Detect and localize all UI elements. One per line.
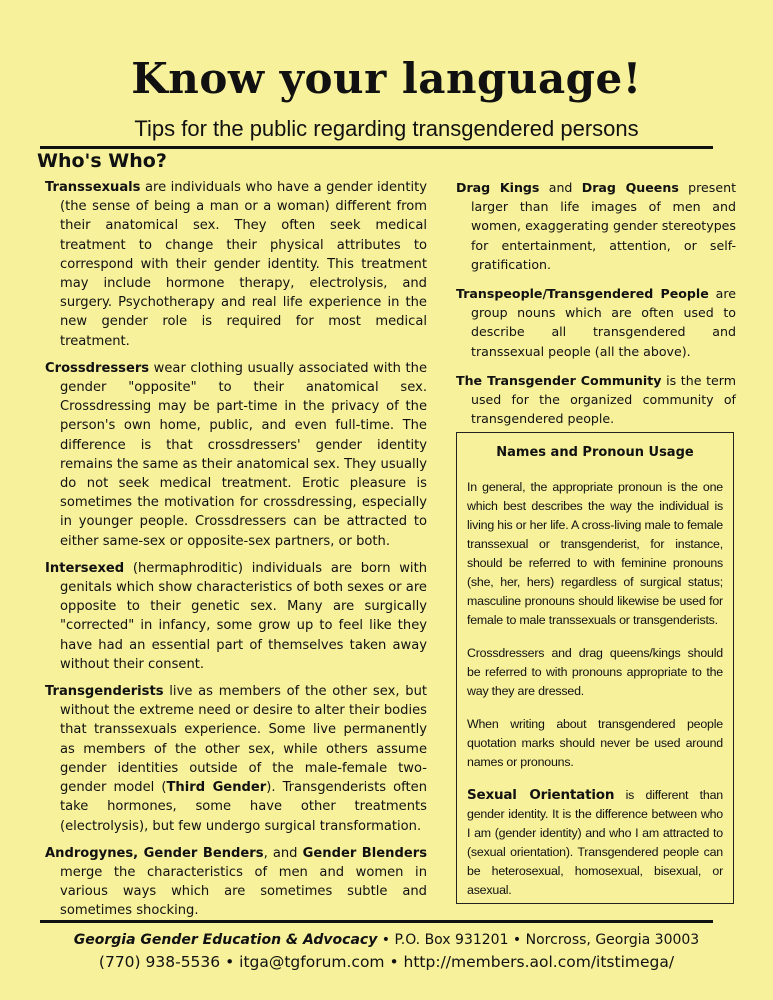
entry-text: , and [263,845,303,861]
entry-transgenderists [45,682,427,836]
org-name: Georgia Gender Education & Advocacy [73,932,378,948]
box-paragraph-quotation: When writing about transgendered people quotation marks should never be used around names or pronouns. [467,717,723,769]
entry-text: ). Transgenderists often take hormones, some have other treatments (electrolysis), but few undergo surgical transformation. [60,780,428,834]
right-column [456,178,736,438]
entry-text: present larger than life images of men and women, exaggerating gender stereotypes for entertainment, attention, or self-gratification. [471,180,737,272]
entry-text: (hermaphroditic) individuals are born with genitals which show characteristics of both sexes or are opposite to their genetic sex. Many are surgically "corrected" in infancy, some grow up to feel like they have had an essential part of themselves taken away without their consent. [60,560,427,672]
term-sexual-orientation: Sexual Orientation [467,787,615,803]
term-gender-blenders: Gender Blenders [302,845,427,861]
footer-address: • P.O. Box 931201 • Norcross, Georgia 30003 [377,932,700,948]
page-subtitle: Tips for the public regarding transgendered persons [134,116,639,141]
term-third-gender: Third Gender [166,780,267,796]
entry-text: are group nouns which are often used to describe all transgendered and transsexual people (all the above). [471,286,736,359]
term-androgynes: Androgynes, Gender Benders [45,845,264,861]
pronoun-usage-box [456,432,734,904]
term-intersexed: Intersexed [45,560,125,576]
term-transsexuals: Transsexuals [45,180,141,195]
box-paragraph-orientation [467,786,723,900]
entry-crossdressers [45,359,427,551]
entry-transsexuals [45,178,427,351]
entry-text: is the term used for the organized community of transgendered people. [471,372,736,427]
header-rule [40,146,713,149]
box-text: is different than gender identity. It is the difference between who I am (gender identity) and who I am attracted to (sexual orientation). Transgendered people can be heterosexual, homosexual, bisexual, or asexual. [467,788,723,897]
term-crossdressers: Crossdressers [45,360,150,376]
entry-androgynes [45,844,427,921]
footer-contact-line: (770) 938-5536 • itga@tgforum.com • http://members.aol.com/itstimega/ [98,953,675,971]
footer-rule [40,920,713,923]
section-heading-whos-who: Who's Who? [37,150,167,172]
box-title: Names and Pronoun Usage [496,445,694,460]
box-paragraph-crossdressers: Crossdressers and drag queens/kings should be referred to with pronouns appropriate to the way they are dressed. [467,646,723,698]
box-paragraph-general: In general, the appropriate pronoun is the one which best describes the way the individual is living his or her life. A cross-living male to female transsexual or transgenderist, for instance, should be referred to with feminine pronouns (she, her, hers) regardless of surgical status; masculine pronouns should likewise be used for female to male transsexuals or transgenderists. [467,480,723,627]
entry-text: and [539,180,582,195]
entry-intersexed [45,559,427,674]
term-transpeople: Transpeople/Transgendered People [456,286,709,302]
entry-community [456,371,736,429]
term-transgenderists: Transgenderists [45,684,164,700]
term-drag-queens: Drag Queens [581,180,679,195]
left-column [37,150,428,929]
entry-transpeople [456,284,736,361]
entry-text: merge the characteristics of men and women in various ways which are sometimes subtle and sometimes shocking. [60,864,427,919]
entry-text: are individuals who have a gender identity (the sense of being a man or a woman) different from their anatomical sex. They often seek medical treatment to change their physical attributes to correspond with their gender identity. This treatment may include hormone therapy, electrolysis, and surgery. Psychotherapy and real life experience in the new gender role is required for most medical treatment. [60,180,427,349]
entry-text: wear clothing usually associated with the gender "opposite" to their anatomical sex. Crossdressing may be part-time in the privacy of the person's own home, public, and even full-time. The difference is that crossdressers' gender identity remains the same as their anatomical sex. They usually do not seek medical treatment. Erotic pleasure is sometimes the motivation for crossdressing, especially in younger people. Crossdressers can be attracted to either same-sex or opposite-sex partners, or both. [60,360,427,549]
footer-address-line [0,932,773,948]
entry-drag [456,178,736,274]
entry-text: live as members of the other sex, but without the extreme need or desire to alter their bodies that transsexuals experience. Some live permanently as members of the other sex, while others assume gender identities outside of the male-female two-gender model ( [60,684,427,796]
page-title: Know your language! [131,54,642,103]
term-drag-kings: Drag Kings [456,180,540,195]
term-community: The Transgender Community [456,372,662,388]
